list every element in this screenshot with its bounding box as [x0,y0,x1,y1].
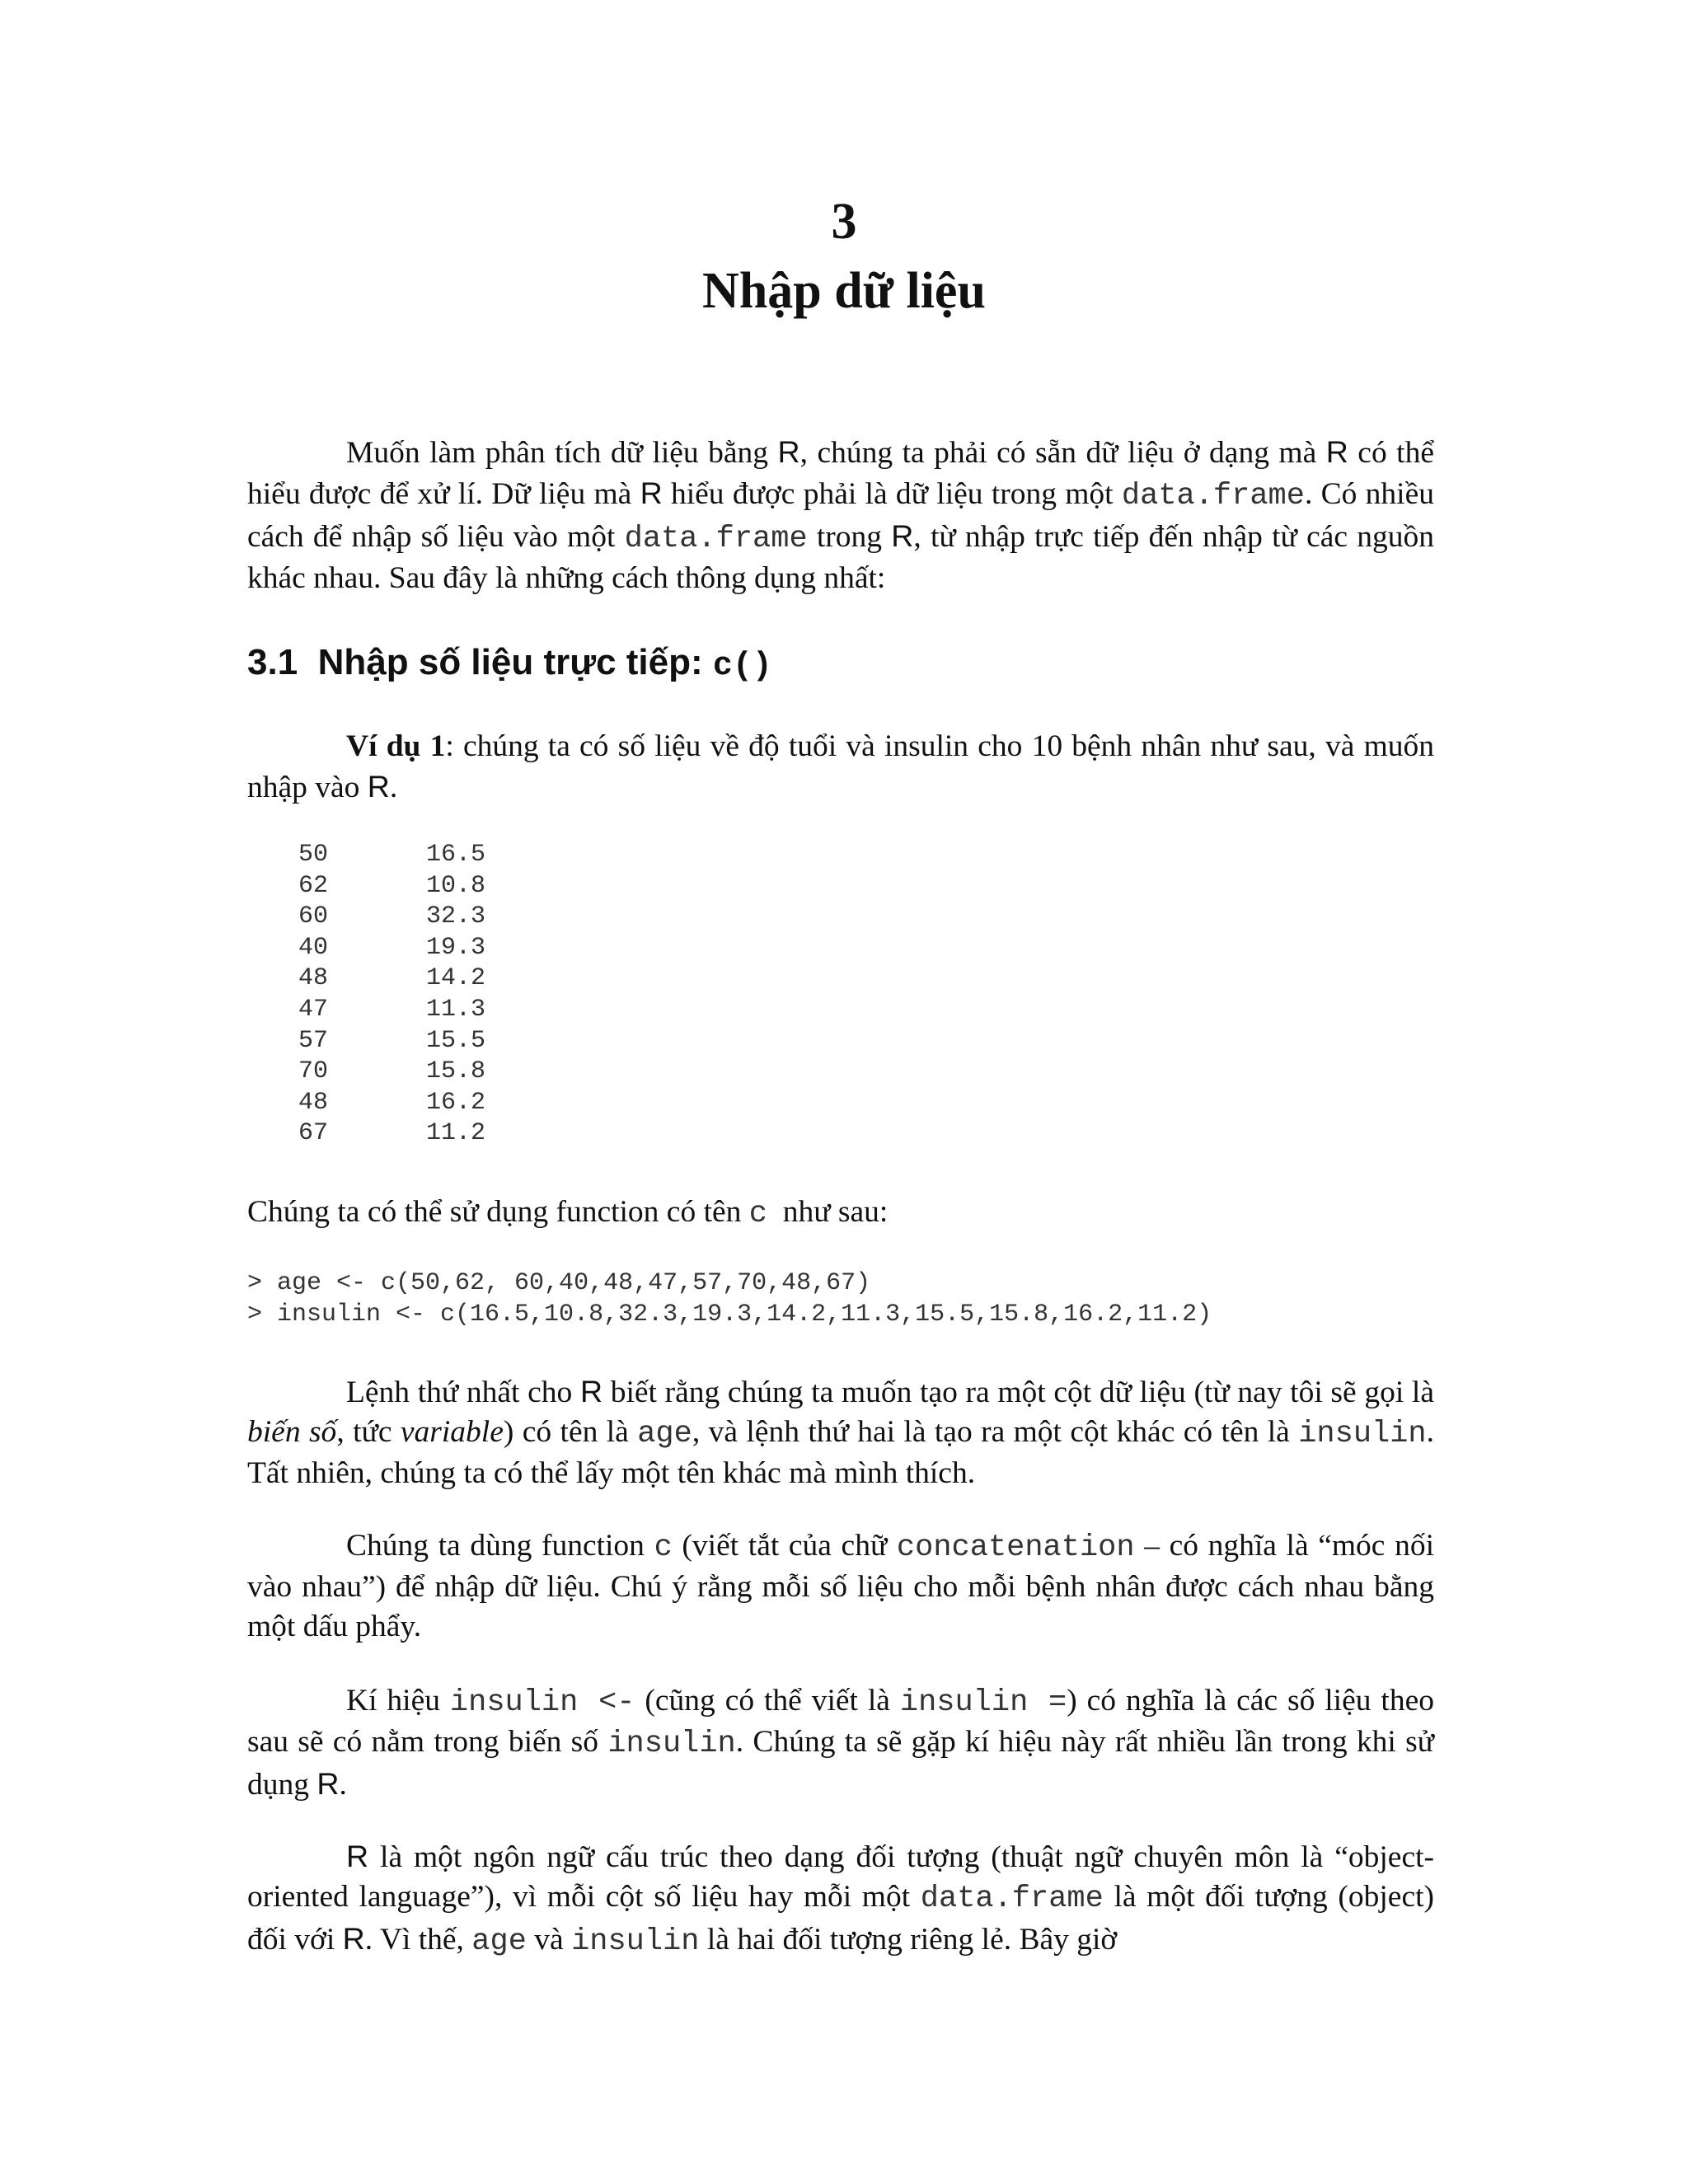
paragraph-object-oriented: R là một ngôn ngữ cấu trúc theo dạng đối tượng (thuật ngữ chuyên môn là “object-oriented language”), vì mỗi cột số liệu hay mỗi một data.frame là một đối tượng (object) đối với R. Vì thế, age và insulin là hai đối tượng riêng lẻ. Bây giờ [247,1839,1434,1959]
age-value: 50 [298,841,329,869]
paragraph-example: Ví dụ 1: chúng ta có số liệu về độ tuổi và insulin cho 10 bệnh nhân như sau, và muốn nhập vào R. [247,729,1434,804]
insulin-value: 15.5 [426,1026,486,1055]
insulin-value: 14.2 [426,964,486,993]
r-name: R [316,1766,340,1801]
example-label: Ví dụ 1 [346,729,446,763]
r-name: R [891,518,914,553]
paragraph-intro: Muốn làm phân tích dữ liệu bằng R, chúng ta phải có sẵn dữ liệu ở dạng mà R có thể hiểu được để xử lí. Dữ liệu mà R hiểu được phải là dữ liệu trong một data.frame. Có nhiều cách để nhập số liệu vào một data.frame trong R, từ nhập trực tiếp đến nhập từ các nguồn khác nhau. Sau đây là những cách thông dụng nhất: [247,434,1434,595]
data-table-row [298,1118,485,1150]
data-table-row [298,933,485,964]
age-value: 60 [298,902,329,931]
inline-code: insulin [607,1727,736,1761]
section-code: c() [712,648,772,685]
age-value: 48 [298,1088,329,1117]
insulin-value: 10.8 [426,871,486,900]
code-line: > age <- c(50,62, 60,40,48,47,57,70,48,67) [247,1269,871,1297]
data-table-row [298,1088,485,1119]
paragraph-symbol: Kí hiệu insulin <- (cũng có thể viết là insulin =) có nghĩa là các số liệu theo sau sẽ có nằm trong biến số insulin. Chúng ta sẽ gặp kí hiệu này rất nhiều lần trong khi sử dụng R. [247,1684,1434,1802]
italic-term: biến số [247,1415,337,1449]
inline-code: data.frame [624,522,808,556]
code-block [247,1268,1212,1330]
code-line: > insulin <- c(16.5,10.8,32.3,19.3,14.2,11.3,15.5,15.8,16.2,11.2) [247,1300,1212,1329]
data-table-row [298,995,485,1026]
age-value: 48 [298,964,329,993]
age-value: 40 [298,933,329,962]
chapter-number: 3 [831,194,857,250]
inline-code: c [748,1197,767,1231]
data-table-row [298,1057,485,1088]
age-value: 47 [298,995,329,1024]
insulin-value: 32.3 [426,902,486,931]
italic-term: variable [400,1415,504,1449]
data-table-row [298,871,485,902]
age-value: 62 [298,871,329,900]
insulin-value: 11.2 [426,1119,486,1148]
inline-code: age [637,1417,692,1451]
inline-code: data.frame [920,1882,1104,1916]
section-title: Nhập số liệu trực tiếp: [317,642,713,682]
r-name: R [777,434,800,469]
inline-code: insulin = [899,1685,1067,1720]
paragraph-first-command: Lệnh thứ nhất cho R biết rằng chúng ta muốn tạo ra một cột dữ liệu (từ nay tôi sẽ gọi là biến số, tức variable) có tên là age, và lệnh thứ hai là tạo ra một cột khác có tên là insulin. Tất nhiên, chúng ta có thể lấy một tên khác mà mình thích. [247,1374,1435,1490]
data-table-row [298,963,485,995]
inline-code: insulin <- [449,1685,635,1720]
r-name: R [579,1374,603,1408]
inline-code: age [471,1924,527,1959]
section-heading [247,640,772,690]
insulin-value: 15.8 [426,1057,486,1086]
age-value: 57 [298,1026,329,1055]
chapter-title: Nhập dữ liệu [702,263,986,319]
paragraph-function-c: Chúng ta dùng function c (viết tắt của chữ concatenation – có nghĩa là “móc nối vào nhau”) để nhập dữ liệu. Chú ý rằng mỗi số liệu cho mỗi bệnh nhân được cách nhau bằng một dấu phẩy. [247,1529,1435,1643]
r-name: R [367,769,390,804]
data-table [298,840,485,1150]
inline-code: c [654,1530,673,1565]
inline-code: insulin [1298,1417,1427,1451]
inline-code: data.frame [1121,479,1305,513]
r-name: R [640,476,663,510]
insulin-value: 16.5 [426,841,486,869]
age-value: 67 [298,1119,329,1148]
data-table-row [298,902,485,933]
section-number: 3.1 [247,642,298,682]
inline-code: concatenation [896,1530,1135,1565]
insulin-value: 11.3 [426,995,486,1024]
paragraph-use-c: Chúng ta có thể sử dụng function có tên c như sau: [247,1195,889,1231]
insulin-value: 16.2 [426,1088,486,1117]
inline-code: insulin [571,1924,700,1959]
data-table-row [298,840,485,871]
r-name: R [1325,434,1348,469]
insulin-value: 19.3 [426,933,486,962]
r-name: R [346,1839,369,1873]
data-table-row [298,1026,485,1057]
age-value: 70 [298,1057,329,1086]
r-name: R [342,1921,365,1956]
